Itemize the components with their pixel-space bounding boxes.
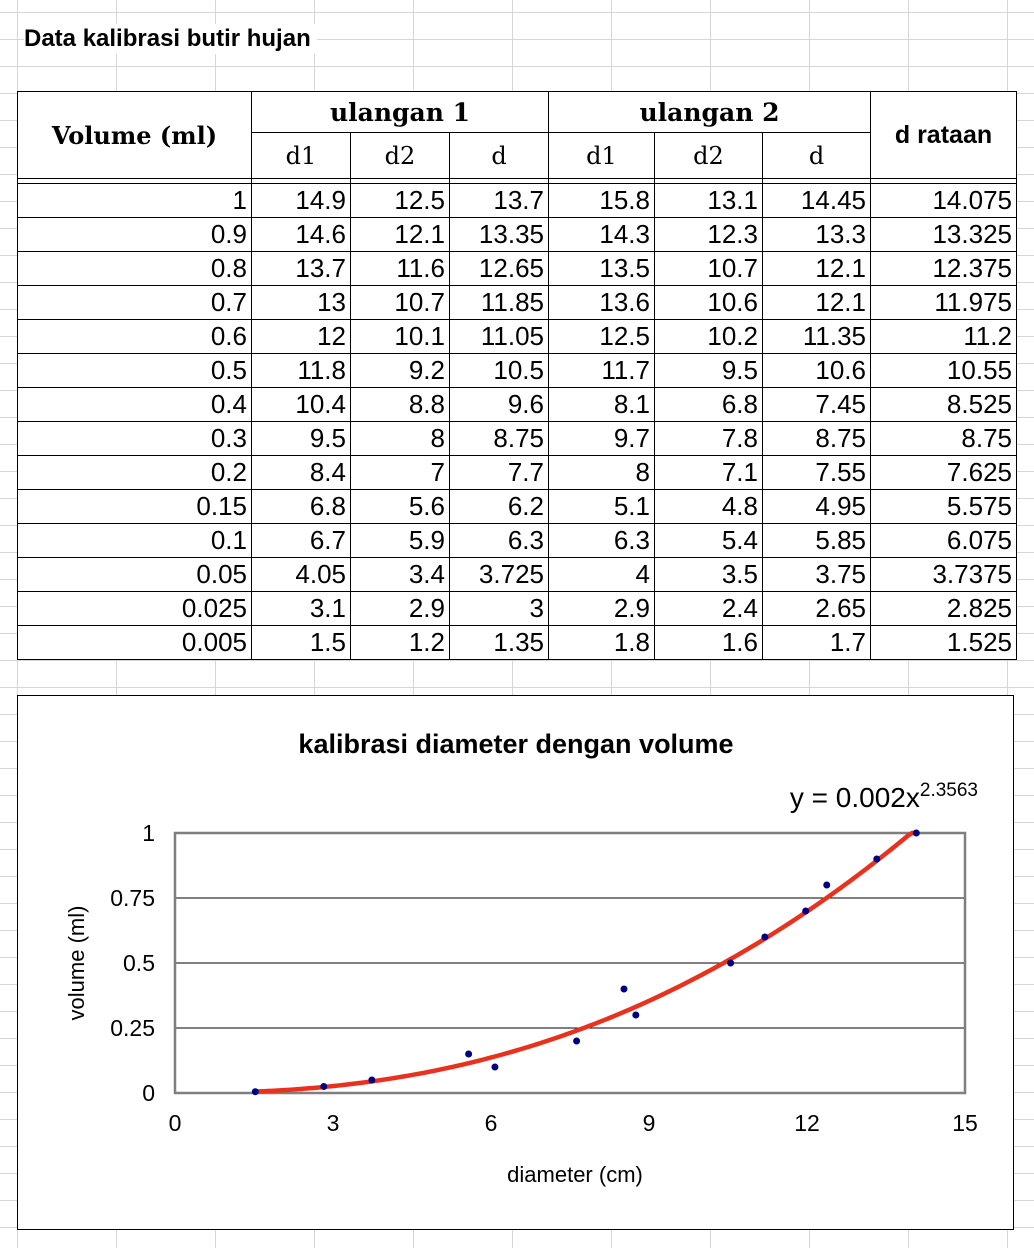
- cell-volume: 0.7: [18, 286, 252, 320]
- y-tick-label: 0: [142, 1080, 155, 1106]
- data-point: [632, 1012, 639, 1019]
- table-cell: 6.2: [450, 490, 549, 524]
- table-cell: 10.1: [351, 320, 450, 354]
- table-cell: 6.8: [655, 388, 763, 422]
- table-row: [18, 456, 1017, 490]
- table-cell: 6.3: [450, 524, 549, 558]
- data-point: [802, 908, 809, 915]
- table-cell: 12.1: [763, 286, 871, 320]
- table-cell: 7.8: [655, 422, 763, 456]
- table-cell: 10.6: [655, 286, 763, 320]
- table-row: [18, 286, 1017, 320]
- table-cell: 8: [351, 422, 450, 456]
- cell-d-rataan: 12.375: [871, 252, 1017, 286]
- table-cell: 3.4: [351, 558, 450, 592]
- y-tick-label: 0.5: [123, 950, 155, 976]
- table-cell: 2.9: [549, 592, 655, 626]
- table-cell: 2.65: [763, 592, 871, 626]
- table-cell: 9.7: [549, 422, 655, 456]
- data-point: [368, 1077, 375, 1084]
- table-cell: 6.3: [549, 524, 655, 558]
- cell-d-rataan: 8.525: [871, 388, 1017, 422]
- table-cell: 1.35: [450, 626, 549, 660]
- table-cell: 3.75: [763, 558, 871, 592]
- table-cell: 8.8: [351, 388, 450, 422]
- power-trendline: [255, 833, 916, 1092]
- table-cell: 3.5: [655, 558, 763, 592]
- data-point: [320, 1083, 327, 1090]
- cell-volume: 0.005: [18, 626, 252, 660]
- cell-d-rataan: 11.2: [871, 320, 1017, 354]
- header-u1-d: d: [450, 133, 549, 179]
- cell-d-rataan: 2.825: [871, 592, 1017, 626]
- header-u1-d1: d1: [252, 133, 351, 179]
- cell-d-rataan: 10.55: [871, 354, 1017, 388]
- table-row: [18, 184, 1017, 218]
- calibration-table: [17, 91, 1017, 660]
- data-point: [573, 1038, 580, 1045]
- header-u2-d1: d1: [549, 133, 655, 179]
- table-cell: 12.5: [549, 320, 655, 354]
- cell-volume: 0.9: [18, 218, 252, 252]
- table-row: [18, 354, 1017, 388]
- table-cell: 9.5: [655, 354, 763, 388]
- y-tick-label: 0.25: [110, 1015, 155, 1041]
- table-cell: 13.7: [252, 252, 351, 286]
- table-cell: 5.4: [655, 524, 763, 558]
- table-cell: 10.4: [252, 388, 351, 422]
- table-cell: 14.3: [549, 218, 655, 252]
- table-cell: 5.85: [763, 524, 871, 558]
- table-cell: 4.8: [655, 490, 763, 524]
- table-cell: 4.95: [763, 490, 871, 524]
- table-cell: 12: [252, 320, 351, 354]
- table-body: [18, 184, 1017, 660]
- table-cell: 11.85: [450, 286, 549, 320]
- table-cell: 8.1: [549, 388, 655, 422]
- table-row: [18, 252, 1017, 286]
- table-cell: 3: [450, 592, 549, 626]
- y-tick-label: 0.75: [110, 885, 155, 911]
- table-cell: 10.7: [351, 286, 450, 320]
- cell-d-rataan: 7.625: [871, 456, 1017, 490]
- cell-d-rataan: 3.7375: [871, 558, 1017, 592]
- cell-volume: 0.025: [18, 592, 252, 626]
- table-cell: 14.9: [252, 184, 351, 218]
- table-cell: 8.4: [252, 456, 351, 490]
- header-d-rataan: d rataan: [871, 92, 1017, 179]
- cell-d-rataan: 14.075: [871, 184, 1017, 218]
- table-row: [18, 388, 1017, 422]
- cell-volume: 0.3: [18, 422, 252, 456]
- x-tick-label: 12: [794, 1110, 820, 1136]
- cell-d-rataan: 5.575: [871, 490, 1017, 524]
- table-cell: 1.7: [763, 626, 871, 660]
- table-cell: 13.1: [655, 184, 763, 218]
- table-cell: 14.6: [252, 218, 351, 252]
- table-cell: 13.3: [763, 218, 871, 252]
- header-ulangan-2: ulangan 2: [549, 92, 871, 133]
- table-cell: 2.9: [351, 592, 450, 626]
- table-cell: 12.5: [351, 184, 450, 218]
- calibration-chart: [18, 696, 1015, 1231]
- table-cell: 4: [549, 558, 655, 592]
- data-point: [761, 934, 768, 941]
- x-tick-label: 3: [326, 1110, 340, 1136]
- sheet-title: Data kalibrasi butir hujan: [24, 24, 317, 54]
- cell-d-rataan: 11.975: [871, 286, 1017, 320]
- table-cell: 13.35: [450, 218, 549, 252]
- table-cell: 3.725: [450, 558, 549, 592]
- data-point: [913, 830, 920, 837]
- table-row: [18, 218, 1017, 252]
- data-point: [823, 882, 830, 889]
- table-row: [18, 524, 1017, 558]
- table-cell: 7.45: [763, 388, 871, 422]
- x-tick-label: 6: [484, 1110, 498, 1136]
- table-cell: 7.55: [763, 456, 871, 490]
- table-cell: 6.8: [252, 490, 351, 524]
- header-u1-d2: d2: [351, 133, 450, 179]
- equation-base: y = 0.002x: [789, 782, 920, 813]
- cell-volume: 0.2: [18, 456, 252, 490]
- data-point: [873, 856, 880, 863]
- cell-volume: 0.4: [18, 388, 252, 422]
- table-cell: 12.3: [655, 218, 763, 252]
- cell-d-rataan: 1.525: [871, 626, 1017, 660]
- cell-volume: 0.8: [18, 252, 252, 286]
- x-axis-label: diameter (cm): [507, 1162, 643, 1187]
- chart-title: kalibrasi diameter dengan volume: [298, 729, 734, 759]
- table-cell: 5.1: [549, 490, 655, 524]
- table-cell: 7: [351, 456, 450, 490]
- table-row: [18, 592, 1017, 626]
- table-cell: 6.7: [252, 524, 351, 558]
- data-point: [465, 1051, 472, 1058]
- table-cell: 7.7: [450, 456, 549, 490]
- table-cell: 4.05: [252, 558, 351, 592]
- y-tick-label: 1: [142, 820, 155, 846]
- trendline-equation: [790, 780, 978, 813]
- equation-exponent: 2.3563: [919, 780, 978, 801]
- table-cell: 9.5: [252, 422, 351, 456]
- table-cell: 1.8: [549, 626, 655, 660]
- data-point: [727, 960, 734, 967]
- table-cell: 11.35: [763, 320, 871, 354]
- cell-d-rataan: 8.75: [871, 422, 1017, 456]
- table-cell: 12.1: [763, 252, 871, 286]
- table-cell: 10.6: [763, 354, 871, 388]
- cell-volume: 0.1: [18, 524, 252, 558]
- cell-d-rataan: 13.325: [871, 218, 1017, 252]
- table-cell: 13: [252, 286, 351, 320]
- table-row: [18, 558, 1017, 592]
- data-point: [620, 986, 627, 993]
- table-cell: 11.05: [450, 320, 549, 354]
- x-tick-label: 0: [168, 1110, 182, 1136]
- table-cell: 11.8: [252, 354, 351, 388]
- table-cell: 12.1: [351, 218, 450, 252]
- table-cell: 5.9: [351, 524, 450, 558]
- table-cell: 10.5: [450, 354, 549, 388]
- table-cell: 3.1: [252, 592, 351, 626]
- table-cell: 5.6: [351, 490, 450, 524]
- header-ulangan-1: ulangan 1: [252, 92, 549, 133]
- cell-volume: 0.15: [18, 490, 252, 524]
- table-cell: 11.6: [351, 252, 450, 286]
- table-cell: 10.2: [655, 320, 763, 354]
- header-volume: Volume (ml): [18, 92, 252, 179]
- data-point: [252, 1088, 259, 1095]
- table-cell: 12.65: [450, 252, 549, 286]
- table-cell: 14.45: [763, 184, 871, 218]
- table-cell: 1.2: [351, 626, 450, 660]
- chart-container: [17, 695, 1014, 1230]
- table-row: [18, 320, 1017, 354]
- table-cell: 9.2: [351, 354, 450, 388]
- table-cell: 7.1: [655, 456, 763, 490]
- table-cell: 13.5: [549, 252, 655, 286]
- cell-d-rataan: 6.075: [871, 524, 1017, 558]
- table-cell: 8.75: [763, 422, 871, 456]
- header-u2-d: d: [763, 133, 871, 179]
- table-cell: 8.75: [450, 422, 549, 456]
- table-cell: 1.5: [252, 626, 351, 660]
- cell-volume: 0.05: [18, 558, 252, 592]
- table-cell: 8: [549, 456, 655, 490]
- table-cell: 1.6: [655, 626, 763, 660]
- header-u2-d2: d2: [655, 133, 763, 179]
- x-tick-label: 15: [952, 1110, 978, 1136]
- table-row: [18, 422, 1017, 456]
- table-cell: 13.7: [450, 184, 549, 218]
- table-cell: 13.6: [549, 286, 655, 320]
- table-row: [18, 490, 1017, 524]
- data-point: [491, 1064, 498, 1071]
- table-cell: 2.4: [655, 592, 763, 626]
- cell-volume: 0.5: [18, 354, 252, 388]
- table-cell: 10.7: [655, 252, 763, 286]
- y-axis-label: volume (ml): [64, 905, 89, 1021]
- table-cell: 9.6: [450, 388, 549, 422]
- table-cell: 11.7: [549, 354, 655, 388]
- x-tick-label: 9: [642, 1110, 656, 1136]
- cell-volume: 0.6: [18, 320, 252, 354]
- table-row: [18, 626, 1017, 660]
- table-cell: 15.8: [549, 184, 655, 218]
- cell-volume: 1: [18, 184, 252, 218]
